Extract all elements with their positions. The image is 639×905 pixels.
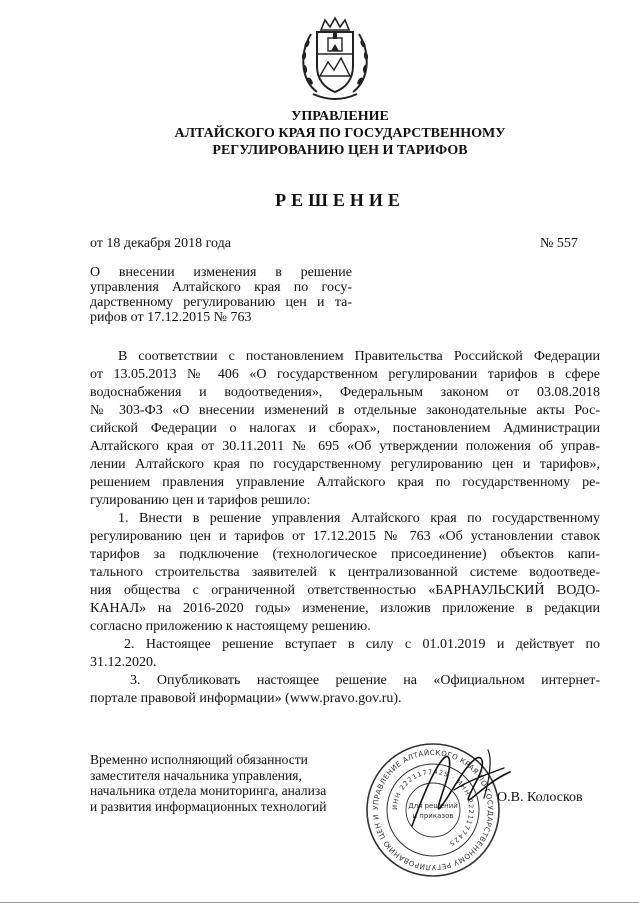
svg-text:УПРАВЛЕНИЕ АЛТАЙСКОГО КРАЯ ПО: УПРАВЛЕНИЕ АЛТАЙСКОГО КРАЯ ПО ГОСУДАРСТВЕННОМУ РЕГУЛИРОВАНИЮ ЦЕН И	[370, 747, 496, 873]
signatory-name: О.В. Колосков	[497, 790, 583, 805]
org-line-1: УПРАВЛЕНИЕ	[291, 109, 389, 124]
body-line: решением правления управление Алтайского края по государственному ре-	[90, 475, 600, 490]
body-line: сийской Федерации о налогах и сборах», постановлением Администрации	[90, 421, 600, 436]
subject-line: О внесении изменения в решение	[90, 265, 352, 280]
body-line: Алтайского края от 30.11.2011 № 695 «Об утверждении положения об управ-	[90, 439, 600, 454]
preamble-paragraph	[90, 348, 600, 510]
document-title: РЕШЕНИЕ	[275, 190, 405, 210]
body-line: согласно приложению к настоящему решению.	[90, 619, 371, 634]
signatory-position	[90, 752, 327, 814]
subject-line: управления Алтайского края по госу-	[90, 280, 352, 295]
document-date: от 18 декабря 2018 года	[90, 236, 231, 251]
subject-line: рифов от 17.12.2015 № 763	[90, 310, 252, 325]
body-line: 31.12.2020.	[90, 655, 157, 670]
item-2-paragraph	[90, 636, 600, 672]
body-line: водоснабжения и водоотведения», Федеральным законом от 03.08.2018	[90, 385, 600, 400]
document-number: № 557	[540, 236, 578, 251]
page-bottom-edge	[0, 902, 639, 903]
subject-line: дарственному регулированию цен и та-	[90, 295, 352, 310]
body-line: тального строительства заявителей к централизованной системе водоотведе-	[90, 565, 600, 580]
svg-text:ИНН 2221177425 · ИНН 222117742: ИНН 2221177425 · ИНН 2221177425	[390, 767, 476, 848]
body-line: 3. Опубликовать настоящее решение на «Официальном интернет-	[130, 673, 600, 688]
body-line: гулированию цен и тарифов решило:	[90, 493, 311, 508]
body-line: портале правовой информации» (www.pravo.gov.ru).	[90, 691, 402, 706]
svg-text:Для решений: Для решений	[408, 802, 458, 810]
item-1-paragraph	[90, 510, 600, 636]
body-line: В соответствии с постановлением Правительства Российской Федерации	[118, 349, 600, 364]
org-line-2: АЛТАЙСКОГО КРАЯ ПО ГОСУДАРСТВЕННОМУ	[174, 126, 506, 141]
body-line: лении Алтайского края по государственному регулированию цен и тарифов»,	[90, 457, 600, 472]
position-line: Временно исполняющий обязанности	[90, 752, 308, 767]
body-line: от 13.05.2013 № 406 «О государственном регулировании тарифов в сфере	[90, 367, 600, 382]
item-3-paragraph	[90, 672, 600, 708]
body-line: ния общества с ограниченной ответственностью «БАРНАУЛЬСКИЙ ВОДО-	[90, 583, 600, 598]
svg-text:и приказов: и приказов	[412, 812, 454, 820]
body-line: тарифов за подключение (технологическое присоединение) объектов капи-	[90, 547, 600, 562]
position-line: заместителя начальника управления,	[90, 767, 302, 783]
body-line: 1. Внести в решение управления Алтайского края по государственному	[118, 511, 600, 526]
document-subject	[90, 265, 352, 325]
organization-name	[120, 108, 560, 159]
document-body	[90, 348, 600, 708]
body-line: № 303-ФЗ «О внесении изменений в отдельные законодательные акты Рос-	[90, 403, 600, 418]
org-line-3: РЕГУЛИРОВАНИЮ ЦЕН И ТАРИФОВ	[212, 143, 468, 158]
body-line: КАНАЛ» на 2016-2020 годы» изменение, изложив приложение в редакции	[90, 601, 600, 616]
position-line: начальника отдела мониторинга, анализа	[90, 783, 327, 798]
position-line: и развития информационных технологий	[90, 798, 327, 814]
altai-coat-of-arms-icon	[295, 14, 375, 106]
body-line: 2. Настоящее решение вступает в силу с 01.01.2019 и действует по	[124, 637, 600, 652]
handwritten-signature-icon	[392, 738, 522, 833]
body-line: регулированию цен и тарифов от 17.12.2015 № 763 «Об установлении ставок	[90, 529, 600, 544]
